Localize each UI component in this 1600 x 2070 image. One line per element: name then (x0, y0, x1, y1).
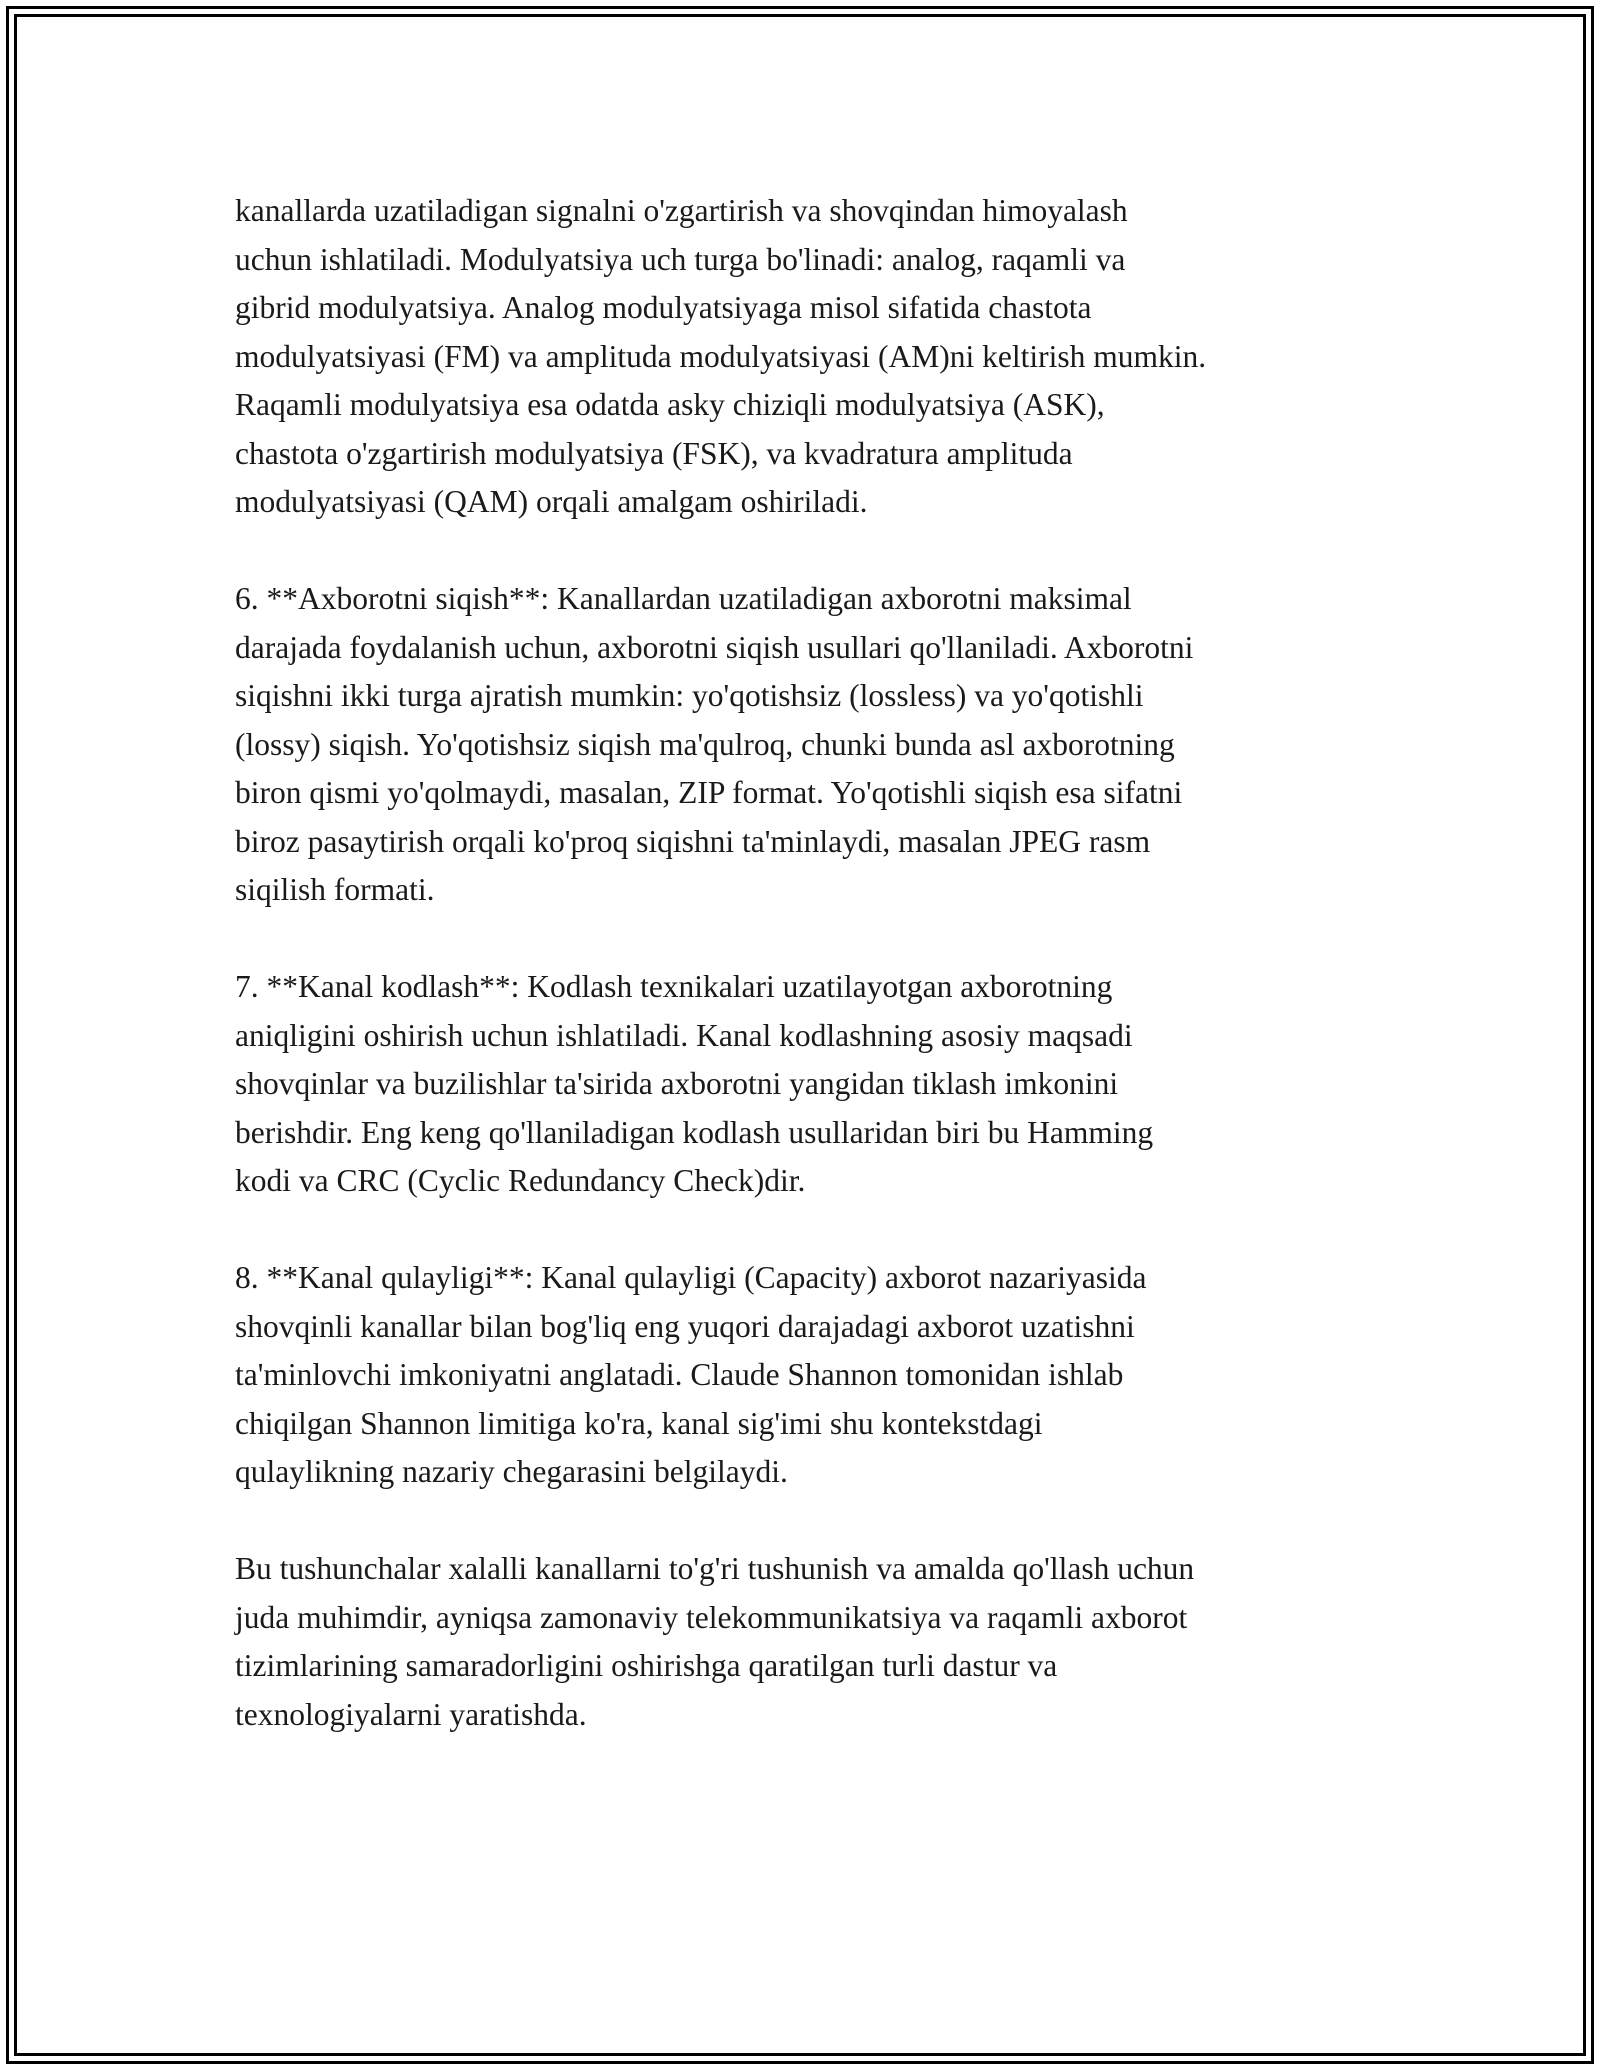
paragraph-conclusion: Bu tushunchalar xalalli kanallarni to'g'ri tushunish va amalda qo'llash uchun juda muhimdir, ayniqsa zamonaviy telekommunikatsiya va raqamli axborot tizimlarining samaradorligini oshirishga qaratilgan turli dastur va texnologiyalarni yaratishda. (235, 1551, 1195, 1732)
document-body (235, 187, 1375, 1788)
paragraph-channel-capacity: 8. **Kanal qulayligi**: Kanal qulayligi (Capacity) axborot nazariyasida shovqinli kanallar bilan bog'liq eng yuqori darajadagi axborot uzatishni ta'minlovchi imkoniyatni anglatadi. Claude Shannon tomonidan ishlab chiqilgan Shannon limitiga ko'ra, kanal sig'imi shu kontekstdagi qulaylikning nazariy chegarasini belgilaydi. (235, 1260, 1147, 1489)
paragraph-compression: 6. **Axborotni siqish**: Kanallardan uzatiladigan axborotni maksimal darajada foydalanish uchun, axborotni siqish usullari qo'llaniladi. Axborotni siqishni ikki turga ajratish mumkin: yo'qotishsiz (lossless) va yo'qotishli (lossy) siqish. Yo'qotishsiz siqish ma'qulroq, chunki bunda asl axborotning biron qismi yo'qolmaydi, masalan, ZIP format. Yo'qotishli siqish esa sifatni biroz pasaytirish orqali ko'proq siqishni ta'minlaydi, masalan JPEG rasm siqilish formati. (235, 581, 1194, 907)
paragraph-modulation-continued: kanallarda uzatiladigan signalni o'zgartirish va shovqindan himoyalash uchun ishlatiladi. Modulyatsiya uch turga bo'linadi: analog, raqamli va gibrid modulyatsiya. Analog modulyatsiyaga misol sifatida chastota modulyatsiyasi (FM) va amplituda modulyatsiyasi (AM)ni keltirish mumkin. Raqamli modulyatsiya esa odatda asky chiziqli modulyatsiya (ASK), chastota o'zgartirish modulyatsiya (FSK), va kvadratura amplituda modulyatsiyasi (QAM) orqali amalgam oshiriladi. (235, 193, 1207, 519)
paragraph-channel-coding: 7. **Kanal kodlash**: Kodlash texnikalari uzatilayotgan axborotning aniqligini oshirish uchun ishlatiladi. Kanal kodlashning asosiy maqsadi shovqinlar va buzilishlar ta'sirida axborotni yangidan tiklash imkonini berishdir. Eng keng qo'llaniladigan kodlash usullaridan biri bu Hamming kodi va CRC (Cyclic Redundancy Check)dir. (235, 969, 1154, 1198)
